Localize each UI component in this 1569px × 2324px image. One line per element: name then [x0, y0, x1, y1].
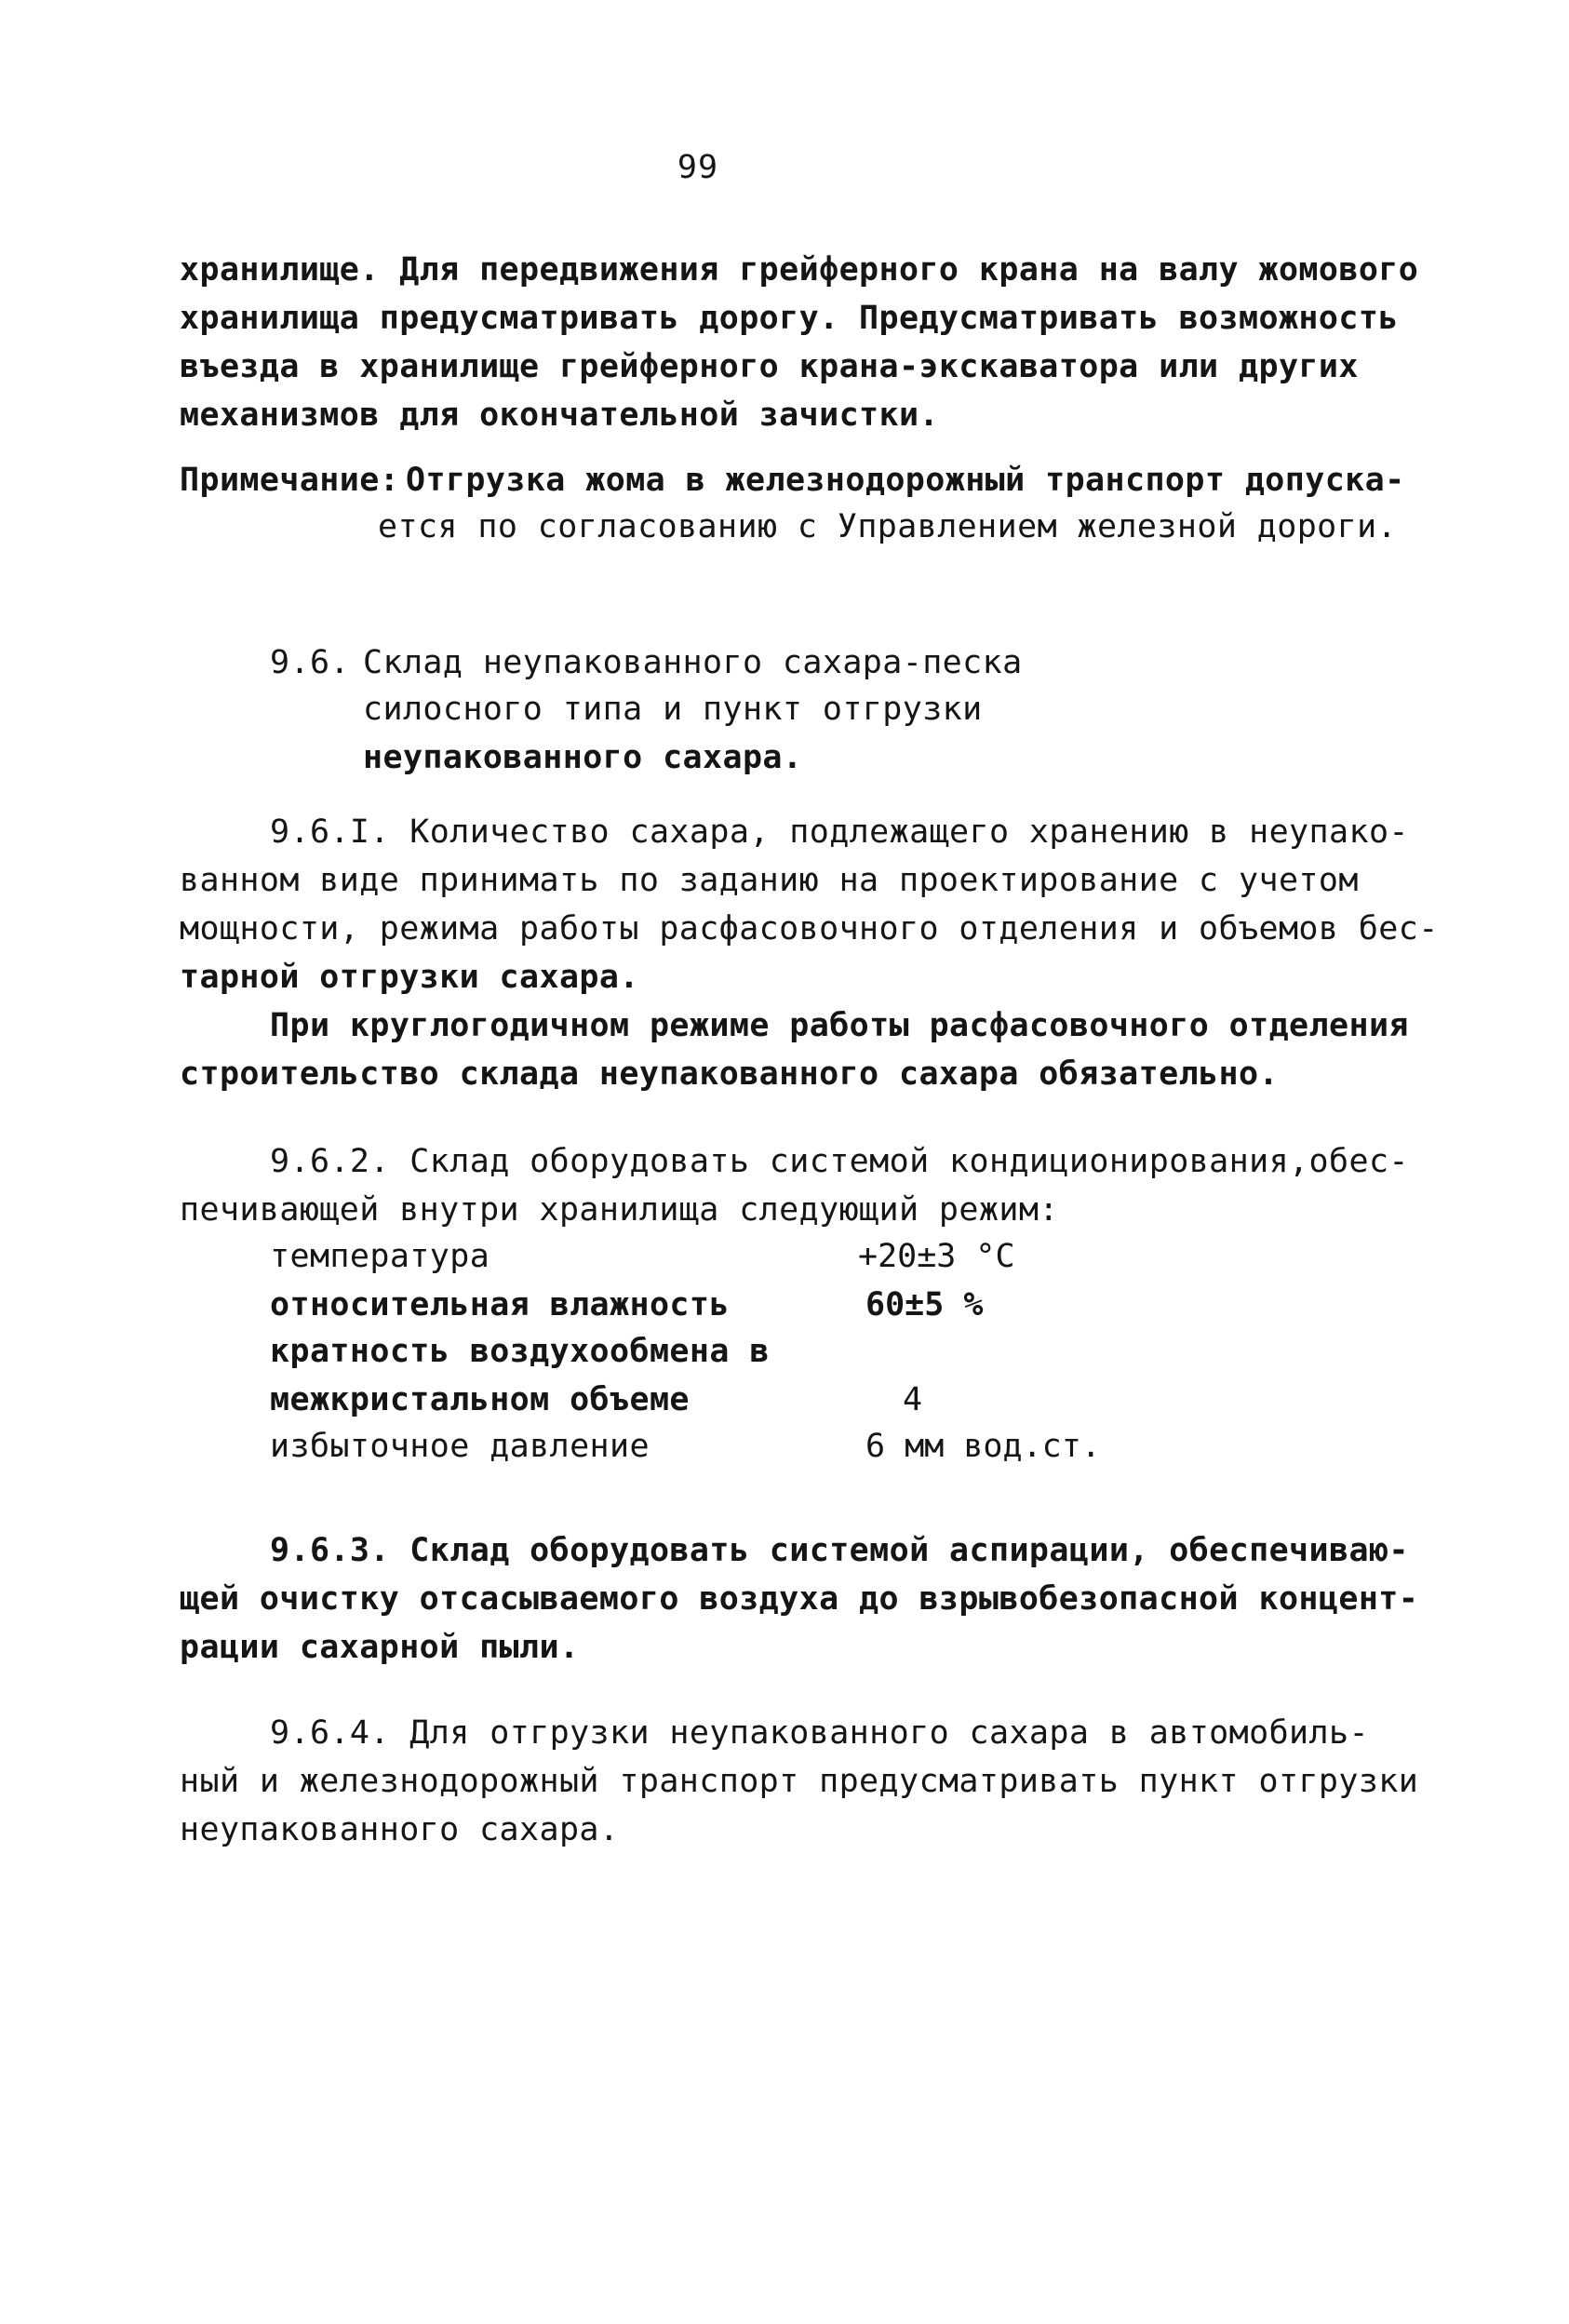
section-number: 9.6.: [270, 644, 350, 681]
note-label: Примечание:: [180, 462, 400, 499]
text-line: хранилища предусматривать дорогу. Предусматривать возможность: [180, 300, 1399, 337]
note-text-line: Отгрузка жома в железнодорожный транспорт допускa-: [406, 462, 1405, 499]
text-line: ный и железнодорожный транспорт предусматривать пункт отгрузки: [180, 1763, 1419, 1800]
text-line: неупакованного сахара.: [180, 1811, 620, 1848]
section-title-line: неупакованного сахара.: [363, 739, 803, 776]
page-number: 99: [677, 149, 719, 186]
text-line: рации сахарной пыли.: [180, 1629, 580, 1666]
parameter-value: 4: [903, 1381, 923, 1418]
parameter-name: температура: [270, 1238, 490, 1275]
text-line: 9.6.3. Склад оборудовать системой аспирации, обеспечиваю-: [270, 1532, 1409, 1569]
text-line: печивающей внутри хранилища следующий режим:: [180, 1191, 1059, 1229]
parameter-name: кратность воздухообмена в: [270, 1333, 770, 1370]
parameter-value: +20±3 °С: [858, 1238, 1015, 1275]
section-title-line: силосного типа и пункт отгрузки: [363, 691, 983, 728]
text-line: При круглогодичном режиме работы расфасовочного отделения: [270, 1007, 1409, 1044]
parameter-name: избыточное давление: [270, 1428, 650, 1465]
note-text-line: ется по согласованию с Управлением железной дороги.: [378, 508, 1398, 545]
text-line: щей очистку отсасываемого воздуха до взрывобезопасной концент-: [180, 1580, 1419, 1618]
parameter-value: 60±5 %: [865, 1286, 984, 1323]
text-line: 9.6.I. Количество сахара, подлежащего хранению в неупако-: [270, 813, 1409, 851]
text-line: ванном виде принимать по заданию на проектирование с учетом: [180, 862, 1359, 899]
text-line: тарной отгрузки сахара.: [180, 959, 639, 996]
text-line: механизмов для окончательной зачистки.: [180, 396, 939, 434]
text-line: мощности, режима работы расфасовочного отделения и объемов бес-: [180, 910, 1439, 947]
parameter-name: относительная влажность: [270, 1286, 730, 1323]
text-line: въезда в хранилище грейферного крана-экскаватора или других: [180, 348, 1359, 385]
text-line: 9.6.4. Для отгрузки неупакованного сахара в автомобиль-: [270, 1714, 1369, 1752]
parameter-name: межкристальном объеме: [270, 1381, 690, 1418]
text-line: строительство склада неупакованного сахара обязательно.: [180, 1055, 1279, 1093]
text-line: хранилище. Для передвижения грейферного крана на валу жомового: [180, 251, 1419, 289]
parameter-value: 6 мм вод.ст.: [865, 1428, 1101, 1465]
section-title-line: Склад неупакованного сахара-песка: [363, 644, 1023, 681]
text-line: 9.6.2. Склад оборудовать системой кондиционирования,обес-: [270, 1143, 1409, 1180]
